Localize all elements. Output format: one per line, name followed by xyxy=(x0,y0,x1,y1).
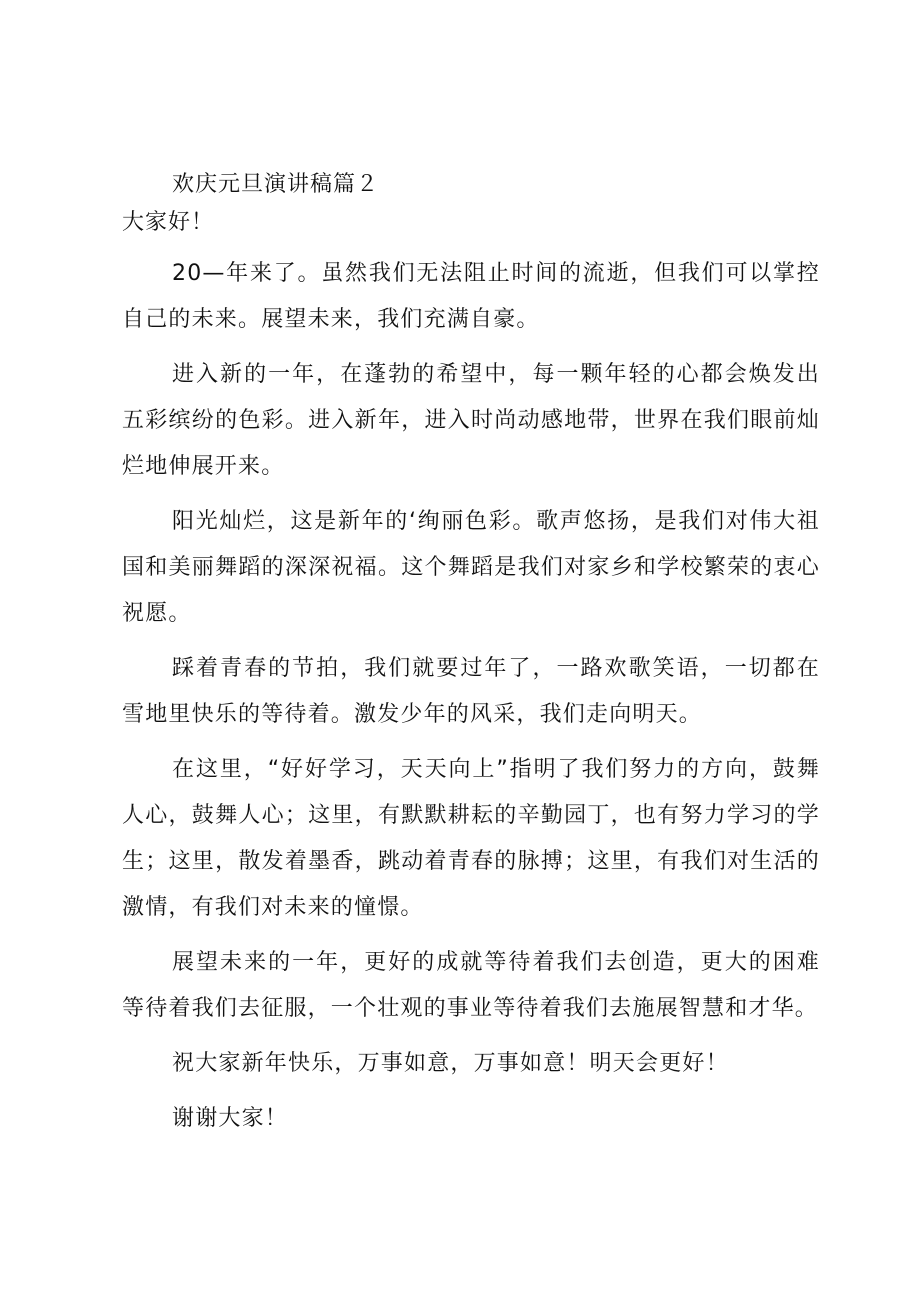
paragraph-3: 阳光灿烂，这是新年的‘绚丽色彩。歌声悠扬，是我们对伟大祖国和美丽舞蹈的深深祝福。这个舞蹈是我们对家乡和学校繁荣的衷心祝愿。 xyxy=(122,509,820,626)
greeting: 大家好！ xyxy=(122,210,215,235)
paragraph-6: 展望未来的一年，更好的成就等待着我们去创造，更大的困难等待着我们去征服，一个壮观的事业等待着我们去施展智慧和才华。 xyxy=(122,950,820,1021)
paragraph-2: 进入新的一年，在蓬勃的希望中，每一颗年轻的心都会焕发出五彩缤纷的色彩。进入新年，进入时尚动感地带，世界在我们眼前灿烂地伸展开来。 xyxy=(122,362,820,479)
paragraph-7: 祝大家新年快乐，万事如意，万事如意！明天会更好！ xyxy=(172,1051,729,1076)
paragraph-4: 踩着青春的节拍，我们就要过年了，一路欢歌笑语，一切都在雪地里快乐的等待着。激发少年的风采，我们走向明天。 xyxy=(122,656,820,727)
paragraph-5: 在这里，“好好学习，天天向上”指明了我们努力的方向，鼓舞人心，鼓舞人心；这里，有默默耕耘的辛勤园丁，也有努力学习的学生；这里，散发着墨香，跳动着青春的脉搏；这里，有我们对生活的激情，有我们对未来的憧憬。 xyxy=(122,757,820,920)
document-page xyxy=(122,166,820,1151)
paragraph-1: 20—年来了。虽然我们无法阻止时间的流逝，但我们可以掌控自己的未来。展望未来，我们充满自豪。 xyxy=(122,261,820,332)
paragraph-8: 谢谢大家！ xyxy=(172,1106,289,1131)
document-title: 欢庆元旦演讲稿篇２ xyxy=(172,172,380,197)
